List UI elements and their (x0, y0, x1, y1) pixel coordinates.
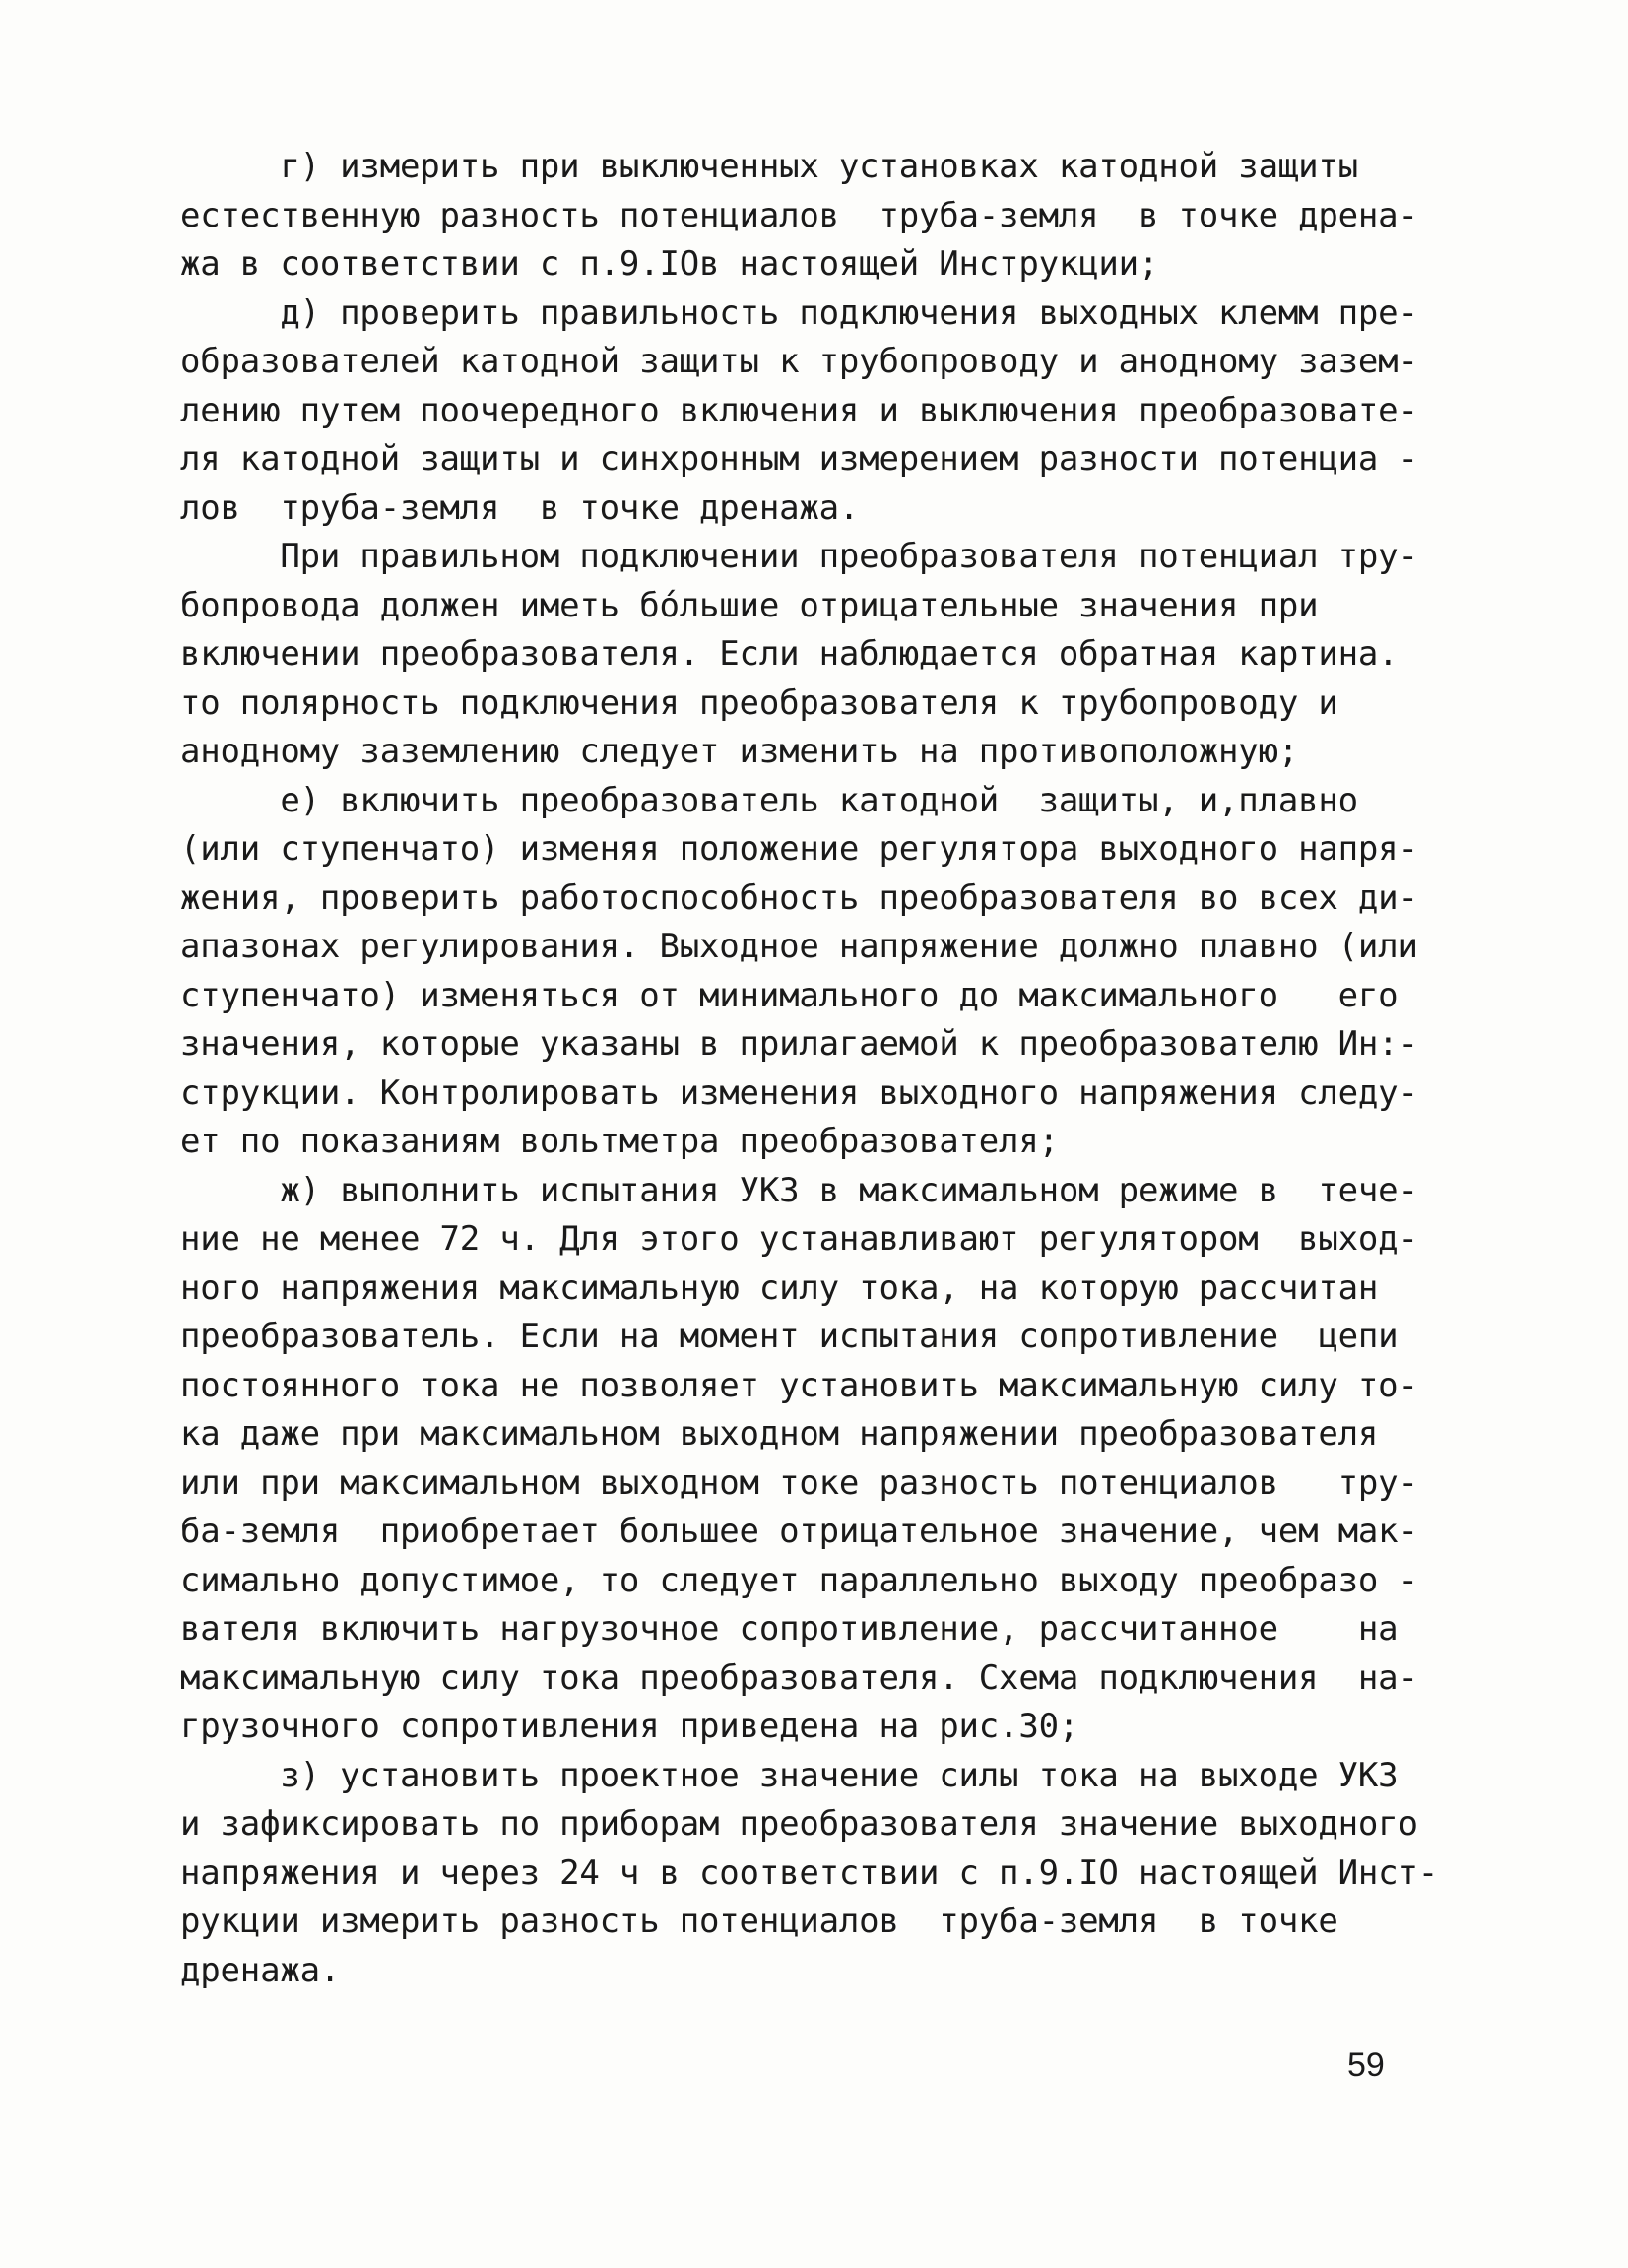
text-line: лов труба-земля в точке дренажа. (180, 487, 860, 528)
text-line: образователей катодной защиты к трубопроводу и анодному зазем- (180, 342, 1418, 381)
text-line: максимальную силу тока преобразователя. Схема подключения на- (180, 1657, 1418, 1698)
text-line: напряжения и через 24 ч в соответствии с п.9.IО настоящей Инст- (180, 1852, 1438, 1893)
text-line: ля катодной защиты и синхронным измерением разности потенциа - (180, 439, 1418, 479)
body-text (180, 143, 1438, 1995)
text-line: ет по показаниям вольтметра преобразователя; (180, 1122, 1059, 1161)
text-line: з) установить проектное значение силы тока на выходе УКЗ (180, 1755, 1399, 1795)
text-line: жения, проверить работоспособность преобразователя во всех ди- (180, 877, 1418, 918)
text-line: анодному заземлению следует изменить на противоположную; (180, 732, 1299, 771)
text-line: ного напряжения максимальную силу тока, на которую рассчитан (180, 1267, 1379, 1308)
page-number: 59 (1347, 2046, 1385, 2084)
text-line: жа в соответствии с п.9.IОв настоящей Инструкции; (180, 244, 1159, 284)
text-line: и зафиксировать по приборам преобразователя значение выходного (180, 1804, 1418, 1844)
text-line: д) проверить правильность подключения выходных клемм пре- (180, 292, 1418, 333)
text-line: При правильном подключении преобразователя потенциал тру- (180, 537, 1418, 576)
text-line: включении преобразователя. Если наблюдается обратная картина. (180, 634, 1399, 674)
text-line: то полярность подключения преобразователя к трубопроводу и (180, 682, 1338, 723)
text-line: (или ступенчато) изменяя положение регулятора выходного напря- (180, 829, 1418, 869)
text-line: симально допустимое, то следует параллельно выходу преобразо - (180, 1560, 1418, 1600)
text-line: г) измерить при выключенных установках катодной защиты (180, 147, 1358, 186)
text-line: ба-земля приобретает большее отрицательное значение, чем мак- (180, 1512, 1418, 1551)
text-line: бопровода должен иметь бо́льшие отрицательные значения при (180, 585, 1319, 625)
text-line: лению путем поочередного включения и выключения преобразовате- (180, 390, 1418, 430)
text-line: е) включить преобразователь катодной защиты, и,плавно (180, 780, 1358, 820)
text-line: значения, которые указаны в прилагаемой к преобразователю Ин:- (180, 1024, 1418, 1064)
text-line: ка даже при максимальном выходном напряжении преобразователя (180, 1414, 1379, 1454)
text-line: преобразователь. Если на момент испытания сопротивление цепи (180, 1317, 1399, 1356)
text-line: естественную разность потенциалов труба-земля в точке дрена- (180, 195, 1418, 235)
text-line: вателя включить нагрузочное сопротивление, рассчитанное на (180, 1609, 1399, 1649)
text-line: или при максимальном выходном токе разность потенциалов тру- (180, 1462, 1418, 1503)
text-line: грузочного сопротивления приведена на рис.30; (180, 1707, 1079, 1746)
text-line: ж) выполнить испытания УКЗ в максимальном режиме в тече- (180, 1170, 1418, 1210)
text-line: апазонах регулирования. Выходное напряжение должно плавно (или (180, 927, 1418, 966)
text-line: постоянного тока не позволяет установить максимальную силу то- (180, 1365, 1418, 1405)
text-line: рукции измерить разность потенциалов труба-земля в точке (180, 1902, 1338, 1941)
text-line: ступенчато) изменяться от минимального до максимального его (180, 975, 1399, 1015)
text-line: ние не менее 72 ч. Для этого устанавливают регулятором выход- (180, 1219, 1418, 1259)
text-line: струкции. Контролировать изменения выходного напряжения следу- (180, 1072, 1418, 1113)
text-line: дренажа. (180, 1950, 341, 1990)
